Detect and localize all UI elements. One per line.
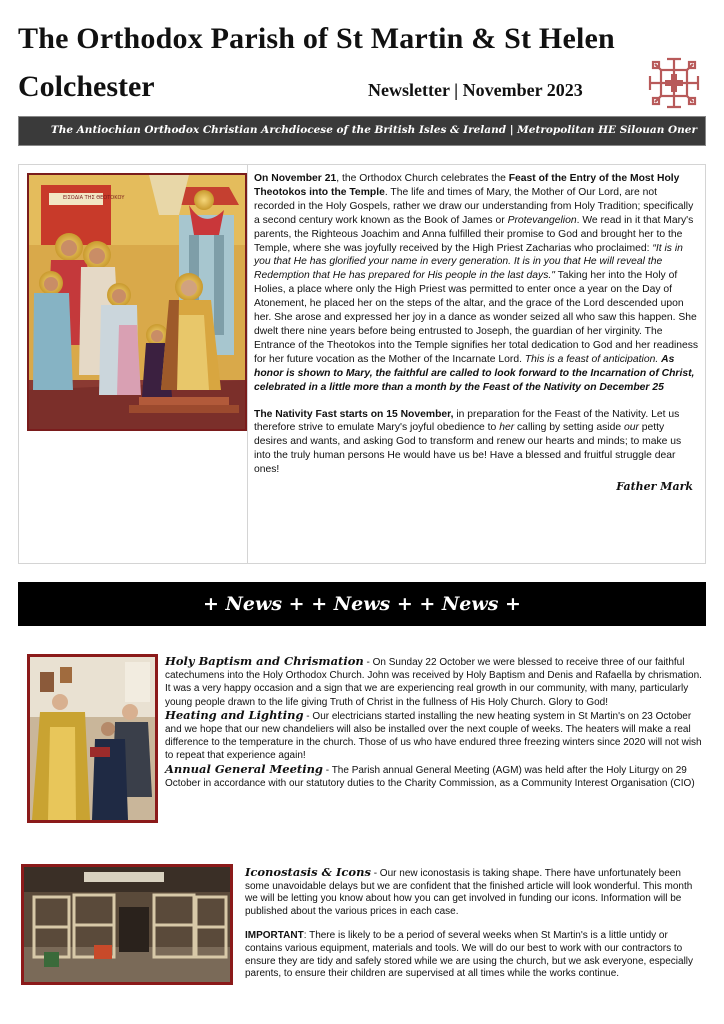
article-body bbox=[254, 172, 699, 494]
important-label: IMPORTANT bbox=[245, 930, 304, 942]
news-item-heating: Heating and Lighting - Our electricians started installing the new heating system in St Martin's on 23 October and we hope that our new chandeliers will also be installed over the next couple of weeks. The heaters will make a real difference to the temperature in the church. Those of us who have endured three freezing winters since 2020 will not wish to repeat that experience again! bbox=[165, 707, 702, 762]
news-item-baptism: Holy Baptism and Chrismation - On Sunday 22 October we were blessed to receive three of our faithful catechumens into the Holy Orthodox Church. John was received by Holy Baptism and Denis and Rafaella by chrismation. It was a very happy occasion and a sign that we are experiencing real growth in our community, with many, particularly young people drawn to the life giving Truth of Christ in the fullness of His Holy Church. Glory to God! bbox=[165, 654, 702, 708]
feast-name: Feast of the Entry of the Most Holy Theotokos into the Temple bbox=[254, 173, 680, 198]
nativity-fast-start: The Nativity Fast starts on 15 November, bbox=[254, 408, 454, 420]
news-item-title: Heating and Lighting bbox=[165, 707, 304, 722]
archdiocese-banner-text: The Antiochian Orthodox Christian Archdiocese of the British Isles & Ireland | Metropolitan HE Silouan Oner bbox=[50, 124, 697, 136]
newsletter-date: Newsletter | November 2023 bbox=[368, 80, 583, 100]
feast-date: On November 21 bbox=[254, 173, 337, 184]
news-item-iconostasis: Iconostasis & Icons - Our new iconostasis is taking shape. There have unfortunately been some unavoidable delays but we are confident that the finished article will look wonderful. This month we will be letting you know about how you can get involved in funding our icons. Information will be published about the various prices in each case. bbox=[245, 865, 693, 917]
feast-paragraph: On November 21, the Orthodox Church celebrates the Feast of the Entry of the Most Holy Theotokos into the Temple. The life and times of Mary, the Mother of Our Lord, are not recorded in the Holy Gospels, rather we draw our understanding from Holy Tradition; specifically a second century work known as the Book of James or Protevangelion. We read in it that Mary's parents, the Righteous Joachim and Anna fulfilled their promise to God and brought her to the Temple, where she was joyfully received by the High Priest Zacharias who proclaimed: “It is in you that He has glorified your name in every generation. It is in you that He will reveal the Redemption that He has prepared for His people in the last days." Taking her into the Holy of Holies, a place where only the High Priest was permitted to enter once a year on the Day of Atonement, he placed her on the steps of the altar, and the grace of the Lord descended upon her. She arose and expressed her joy in a dance as wonder seized all who saw this happen. She dwelt there nine years before being entrusted to Joseph, the guardian of her virginity. The Entrance of the Theotokos into the Temple signifies her total dedication to God and her readiness for her future vocation as the Mother of the Incarnate Lord. This is a feast of anticipation. As honor is shown to Mary, the faithful are called to look forward to the Incarnation of Christ, celebrated in a little more than a month by the Feast of the Nativity on December 25 bbox=[254, 173, 699, 393]
news-item-title: Holy Baptism and Chrismation bbox=[165, 654, 364, 668]
baptism-photo bbox=[27, 654, 158, 823]
entry-of-theotokos-icon-image bbox=[27, 173, 247, 431]
iconostasis-photo bbox=[21, 864, 233, 985]
parish-location: Colchester bbox=[18, 70, 155, 103]
priest-quote: “It is in you that He has glorified your name in every generation. It is in you that He will reveal the Redemption that He has prepared for His people in the last days." bbox=[254, 242, 683, 282]
archdiocese-banner bbox=[18, 116, 706, 146]
news-item-title: Annual General Meeting bbox=[165, 761, 323, 776]
news-item-title: Iconostasis & Icons bbox=[245, 865, 371, 879]
news-items-group bbox=[165, 655, 703, 790]
article-divider bbox=[247, 165, 248, 563]
feast-closing: As honor is shown to Mary, the faithful are called to look forward to the Incarnation of Christ, celebrated in a little more than a month by the Feast of the Nativity on December 25 bbox=[254, 353, 695, 393]
parish-title: The Orthodox Parish of St Martin & St Helen bbox=[18, 22, 615, 55]
nativity-fast-paragraph: The Nativity Fast starts on 15 November, in preparation for the Feast of the Nativity. Let us therefore strive to emulate Mary's joyful obedience to her calling by setting aside our petty desires and wants, and asking God to transform and renew our hearts and minds; to make us into the truly human persons He would have us be! Have a blessed and fruitful struggle dear ones! bbox=[254, 408, 682, 476]
icon-caption: ΕΙΣΟΔΙΑ ΤΗΣ ΘΕΟΤΟΚΟΥ bbox=[63, 195, 125, 201]
news-item-agm: Annual General Meeting - The Parish annual General Meeting (AGM) was held after the Holy Liturgy on 29 October in accordance with our statutory duties to the Charity Commission, as a Community Interest Organisation (CIO) bbox=[165, 761, 695, 789]
theotokos-icon-illustration bbox=[29, 175, 245, 429]
iconostasis-news bbox=[245, 866, 705, 981]
news-banner: + News + + News + + News + bbox=[18, 582, 706, 626]
news-item-important: IMPORTANT: There is likely to be a period of several weeks when St Martin's is a little untidy or contains various equipment, materials and tools. We will do our best to work with our contractors to ensure they are tidy and safely stored while we are using the church, but we ask everyone, especially parents, to ensure their children are supervised at all times while the works continue. bbox=[245, 930, 694, 980]
feast-article bbox=[18, 164, 706, 564]
orthodox-cross-seal-icon bbox=[647, 56, 701, 110]
signature: Father Mark bbox=[616, 480, 693, 494]
